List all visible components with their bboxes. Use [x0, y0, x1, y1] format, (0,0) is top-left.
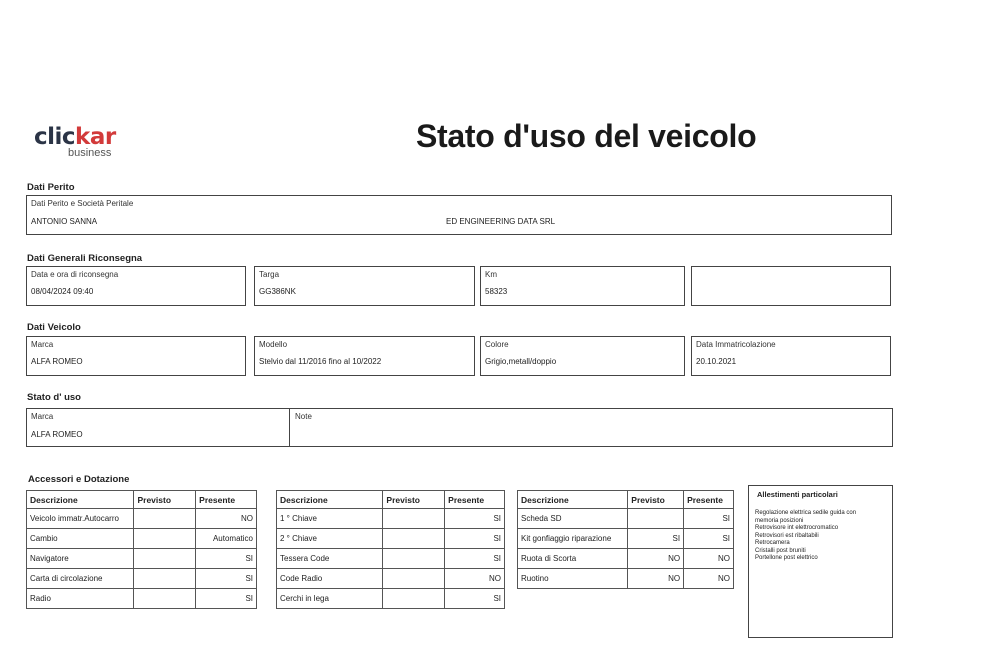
cell-presente: SI: [445, 529, 505, 549]
cell-previsto: [134, 569, 196, 589]
cell-descrizione: 1 ° Chiave: [277, 509, 383, 529]
col-descrizione: Descrizione: [518, 491, 628, 509]
col-descrizione: Descrizione: [277, 491, 383, 509]
perito-company: ED ENGINEERING DATA SRL: [446, 217, 556, 226]
allestimenti-header: Allestimenti particolari: [757, 490, 838, 499]
cell-presente: SI: [196, 569, 257, 589]
field-km: [480, 266, 685, 306]
section-stato-uso: Stato d' uso: [27, 392, 81, 403]
cell-descrizione: Navigatore: [27, 549, 134, 569]
col-descrizione: Descrizione: [27, 491, 134, 509]
page-title: Stato d'uso del veicolo: [416, 118, 757, 154]
list-item: memoria posizioni: [755, 517, 804, 524]
cell-previsto: [134, 509, 196, 529]
list-item: Retrocamera: [755, 540, 790, 546]
divider: [289, 409, 290, 446]
cell-descrizione: Ruota di Scorta: [518, 549, 628, 569]
cell-previsto: [134, 549, 196, 569]
col-presente: Presente: [445, 491, 505, 509]
section-dati-perito: Dati Perito: [27, 182, 75, 193]
field-value: GG386NK: [259, 287, 296, 296]
table-row: [518, 509, 734, 529]
table-row: [27, 549, 257, 569]
perito-box: [26, 195, 892, 235]
logo-text-b: kar: [75, 124, 116, 150]
cell-previsto: [628, 509, 684, 529]
field-label: Marca: [31, 340, 54, 349]
section-dati-generali: Dati Generali Riconsegna: [27, 253, 143, 264]
col-presente: Presente: [684, 491, 734, 509]
cell-previsto: [383, 569, 445, 589]
cell-presente: SI: [196, 549, 257, 569]
accessori-table-3: [517, 490, 734, 589]
cell-previsto: [134, 589, 196, 609]
field-label: Data Immatricolazione: [696, 340, 776, 349]
list-item: Retrovisore int elettrocromatico: [755, 525, 839, 531]
field-value: ALFA ROMEO: [31, 357, 83, 366]
cell-descrizione: Cambio: [27, 529, 134, 549]
table-row: [518, 569, 734, 589]
col-previsto: Previsto: [134, 491, 196, 509]
field-label: Km: [485, 270, 497, 279]
field-label: Data e ora di riconsegna: [31, 270, 119, 279]
field-modello: [254, 336, 475, 376]
note-label: Note: [295, 412, 312, 421]
field-label: Colore: [485, 340, 509, 349]
marca-label: Marca: [31, 412, 54, 421]
list-item: Retrovisori est ribaltabili: [755, 532, 819, 539]
perito-label: Dati Perito e Società Peritale: [31, 199, 134, 208]
col-previsto: Previsto: [383, 491, 445, 509]
field-targa: [254, 266, 475, 306]
table-row: [277, 549, 505, 569]
section-accessori: Accessori e Dotazione: [28, 474, 130, 485]
list-item: Portellone post elettrico: [755, 555, 818, 561]
cell-descrizione: 2 ° Chiave: [277, 529, 383, 549]
cell-previsto: [383, 529, 445, 549]
allestimenti-list: [755, 510, 856, 563]
col-presente: Presente: [196, 491, 257, 509]
perito-name: ANTONIO SANNA: [31, 217, 98, 226]
cell-descrizione: Cerchi in lega: [277, 589, 383, 609]
field-value: Stelvio dal 11/2016 fino al 10/2022: [259, 357, 382, 366]
field-marca: [26, 336, 246, 376]
cell-previsto: [383, 589, 445, 609]
cell-descrizione: Scheda SD: [518, 509, 628, 529]
table-row: [27, 589, 257, 609]
cell-descrizione: Tessera Code: [277, 549, 383, 569]
cell-presente: SI: [684, 529, 734, 549]
allestimenti-box: [748, 485, 893, 638]
list-item: Regolazione elettrica sedile guida con: [755, 510, 857, 516]
table-row: [277, 529, 505, 549]
cell-presente: NO: [684, 549, 734, 569]
table-row: [27, 509, 257, 529]
cell-descrizione: Kit gonfiaggio riparazione: [518, 529, 628, 549]
field-value: 20.10.2021: [696, 357, 737, 366]
brand-logo: [34, 124, 116, 159]
field-empty: [691, 266, 891, 306]
cell-presente: Automatico: [196, 529, 257, 549]
cell-previsto: [383, 549, 445, 569]
table-row: [518, 549, 734, 569]
cell-presente: NO: [684, 569, 734, 589]
table-row: [518, 529, 734, 549]
section-dati-veicolo: Dati Veicolo: [27, 322, 81, 333]
field-value: 08/04/2024 09:40: [31, 287, 94, 296]
stato-uso-box: [26, 408, 893, 447]
cell-presente: SI: [445, 549, 505, 569]
logo-text-a: clic: [34, 124, 76, 150]
cell-previsto: NO: [628, 569, 684, 589]
field-colore: [480, 336, 685, 376]
logo-subtext: business: [68, 147, 112, 159]
cell-previsto: NO: [628, 549, 684, 569]
cell-previsto: [383, 509, 445, 529]
field-value: 58323: [485, 287, 508, 296]
table-row: [277, 569, 505, 589]
table-row: [27, 569, 257, 589]
table-row: [27, 529, 257, 549]
cell-presente: SI: [445, 509, 505, 529]
list-item: Cristalli post bruniti: [755, 547, 806, 554]
table-row: [277, 509, 505, 529]
cell-descrizione: Code Radio: [277, 569, 383, 589]
cell-descrizione: Carta di circolazione: [27, 569, 134, 589]
table-row: [277, 589, 505, 609]
cell-descrizione: Radio: [27, 589, 134, 609]
field-data-immatricolazione: [691, 336, 891, 376]
cell-previsto: SI: [628, 529, 684, 549]
accessori-table-1: [26, 490, 257, 609]
cell-presente: SI: [684, 509, 734, 529]
col-previsto: Previsto: [628, 491, 684, 509]
cell-presente: SI: [445, 589, 505, 609]
cell-presente: SI: [196, 589, 257, 609]
field-value: Grigio,metall/doppio: [485, 357, 557, 366]
cell-previsto: [134, 529, 196, 549]
accessori-table-2: [276, 490, 505, 609]
cell-presente: NO: [196, 509, 257, 529]
cell-presente: NO: [445, 569, 505, 589]
marca-value: ALFA ROMEO: [31, 430, 83, 439]
field-data-riconsegna: [26, 266, 246, 306]
field-label: Modello: [259, 340, 288, 349]
cell-descrizione: Ruotino: [518, 569, 628, 589]
field-label: Targa: [259, 270, 280, 279]
cell-descrizione: Veicolo immatr.Autocarro: [27, 509, 134, 529]
